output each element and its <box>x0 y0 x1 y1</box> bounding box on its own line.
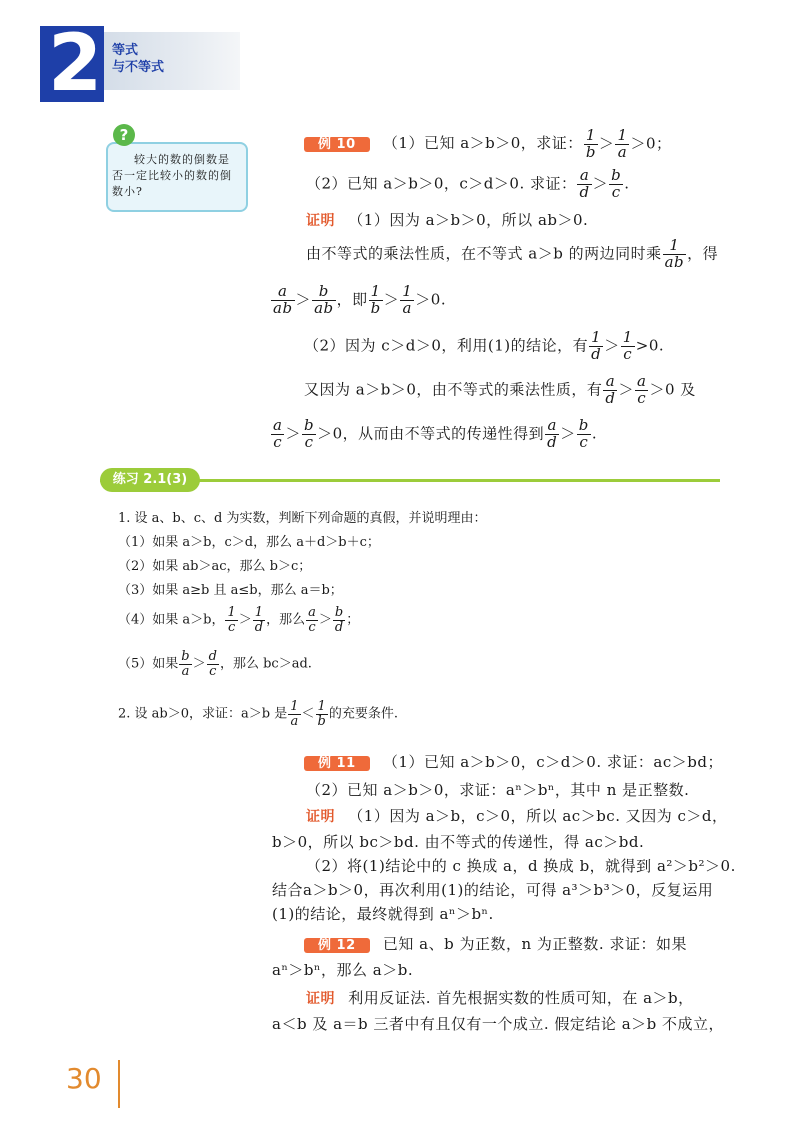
example-11-line1: 例 11 （1）已知 a＞b＞0，c＞d＞0. 求证：ac＞bd； <box>304 752 723 774</box>
proof-label: 证明 <box>306 213 335 229</box>
chapter-number: 2 <box>48 19 103 109</box>
example-12-proof-line2: a＜b 及 a＝b 三者中有且仅有一个成立. 假定结论 a＞b 不成立， <box>272 1015 725 1033</box>
example-10-line6: 又因为 a＞b＞0，由不等式的乘法性质，有 $\frac{a}{d}$ ＞ $\frac{a}{c}$ ＞0 及 <box>304 372 696 407</box>
exercise-q1: 1. 设 a、b、c、d 为实数，判断下列命题的真假，并说明理由： <box>118 511 487 526</box>
example-12-proof-line1: 证明 利用反证法. 首先根据实数的性质可知，在 a＞b， <box>306 989 694 1007</box>
fraction: $\frac{a}{ab}$ <box>273 282 293 317</box>
example-10-proof-line1: 证明 （1）因为 a＞b＞0，所以 ab＞0. <box>306 211 589 229</box>
exercise-q1-2: （2）如果 ab＞ac，那么 b＞c； <box>118 559 312 574</box>
chapter-title-line1: 等式 <box>112 43 139 58</box>
fraction: $\frac{1}{a}$ <box>617 126 628 161</box>
fraction: $\frac{b}{a}$ <box>181 649 190 679</box>
fraction: $\frac{b}{d}$ <box>334 605 344 635</box>
exercise-q2: 2. 设 ab＞0，求证：a＞b 是 $\frac{1}{a}$ ＜ $\frac{1}{b}$ 的充要条件. <box>118 699 398 729</box>
example-12-badge: 例 12 <box>304 938 370 953</box>
fraction: $\frac{b}{ab}$ <box>314 282 334 317</box>
exercise-q1-4: （4）如果 a＞b， $\frac{1}{c}$ ＞ $\frac{1}{d}$ ，那么 $\frac{a}{c}$ ＞ $\frac{b}{d}$ ； <box>118 605 360 635</box>
fraction: $\frac{a}{c}$ <box>636 372 647 407</box>
example-11-badge: 例 11 <box>304 756 370 771</box>
exercise-q1-5: （5）如果 $\frac{b}{a}$ ＞ $\frac{d}{c}$ ，那么 bc＞ad. <box>118 649 312 679</box>
fraction: $\frac{1}{b}$ <box>317 699 326 729</box>
example-11-proof-line3: （2）将(1)结论中的 c 换成 a，d 换成 b，就得到 a²＞b²＞0. <box>306 857 736 875</box>
example-11-proof-line4: 结合a＞b＞0，再次利用(1)的结论，可得 a³＞b³＞0，反复运用 <box>272 881 714 899</box>
fraction: $\frac{1}{a}$ <box>290 699 299 729</box>
chapter-title-line2: 与不等式 <box>112 60 165 75</box>
example-11-line2: （2）已知 a＞b＞0，求证：aⁿ＞bⁿ，其中 n 是正整数. <box>306 781 690 799</box>
example-10-line3: 由不等式的乘法性质，在不等式 a＞b 的两边同时乘 $\frac{1}{ab}$ ，得 <box>306 236 719 271</box>
fraction: $\frac{1}{ab}$ <box>664 236 685 271</box>
fraction: $\frac{b}{c}$ <box>611 166 622 201</box>
fraction: $\frac{1}{c}$ <box>227 605 236 635</box>
fraction: $\frac{1}{c}$ <box>622 328 633 363</box>
page-number-divider <box>118 1060 120 1108</box>
fraction: $\frac{1}{b}$ <box>585 126 596 161</box>
chapter-title <box>112 42 164 76</box>
question-icon: ? <box>113 124 135 146</box>
fraction: $\frac{a}{d}$ <box>579 166 590 201</box>
fraction: $\frac{a}{c}$ <box>273 416 283 451</box>
example-10-line1: 例 10 （1）已知 a＞b＞0，求证： $\frac{1}{b}$ ＞ $\frac{1}{a}$ ＞0； <box>304 128 672 161</box>
exercise-q1-1: （1）如果 a＞b，c＞d，那么 a＋d＞b＋c； <box>118 535 380 550</box>
example-10-line5: （2）因为 c＞d＞0，利用(1)的结论，有 $\frac{1}{d}$ ＞ $\frac{1}{c}$ >0. <box>304 328 665 363</box>
example-11-proof-line2: b＞0，所以 bc＞bd. 由不等式的传递性，得 ac＞bd. <box>272 833 645 851</box>
exercise-badge: 练习 2.1(3) <box>100 468 200 492</box>
example-10-line7: $\frac{a}{c}$ ＞ $\frac{b}{c}$ ＞0，从而由不等式的传递性得到 $\frac{a}{d}$ ＞ $\frac{b}{c}$ . <box>273 416 598 451</box>
proof-label: 证明 <box>306 809 335 825</box>
exercise-q1-3: （3）如果 a≥b 且 a≤b，那么 a＝b； <box>118 583 343 598</box>
fraction: $\frac{b}{c}$ <box>303 416 315 451</box>
example-10-line2: （2）已知 a＞b＞0，c＞d＞0. 求证： $\frac{a}{d}$ ＞ $\frac{b}{c}$ . <box>306 166 630 201</box>
page-number: 30 <box>66 1062 102 1095</box>
fraction: $\frac{a}{d}$ <box>547 416 558 451</box>
fraction: $\frac{1}{d}$ <box>254 605 264 635</box>
example-10-line4: $\frac{a}{ab}$ ＞ $\frac{b}{ab}$ ，即 $\frac{1}{b}$ ＞ $\frac{1}{a}$ ＞0. <box>273 282 447 317</box>
fraction: $\frac{1}{d}$ <box>591 328 602 363</box>
fraction: $\frac{1}{b}$ <box>370 282 381 317</box>
proof-label: 证明 <box>306 991 335 1007</box>
example-12-line2: aⁿ＞bⁿ，那么 a＞b. <box>272 961 414 979</box>
fraction: $\frac{b}{c}$ <box>578 416 589 451</box>
fraction: $\frac{a}{c}$ <box>308 605 316 635</box>
example-11-proof-line1: 证明 （1）因为 a＞b，c＞0，所以 ac＞bc. 又因为 c＞d， <box>306 807 728 825</box>
fraction: $\frac{d}{c}$ <box>208 649 217 679</box>
example-10-badge: 例 10 <box>304 137 370 152</box>
fraction: $\frac{1}{a}$ <box>402 282 413 317</box>
example-11-proof-line5: (1)的结论，最终就得到 aⁿ＞bⁿ. <box>272 905 494 923</box>
side-note-text: 较大的数的倒数是否一定比较小的数的倒数小? <box>112 153 232 198</box>
fraction: $\frac{a}{d}$ <box>605 372 616 407</box>
example-12-line1: 例 12 已知 a、b 为正数，n 为正整数. 求证：如果 <box>304 934 687 956</box>
